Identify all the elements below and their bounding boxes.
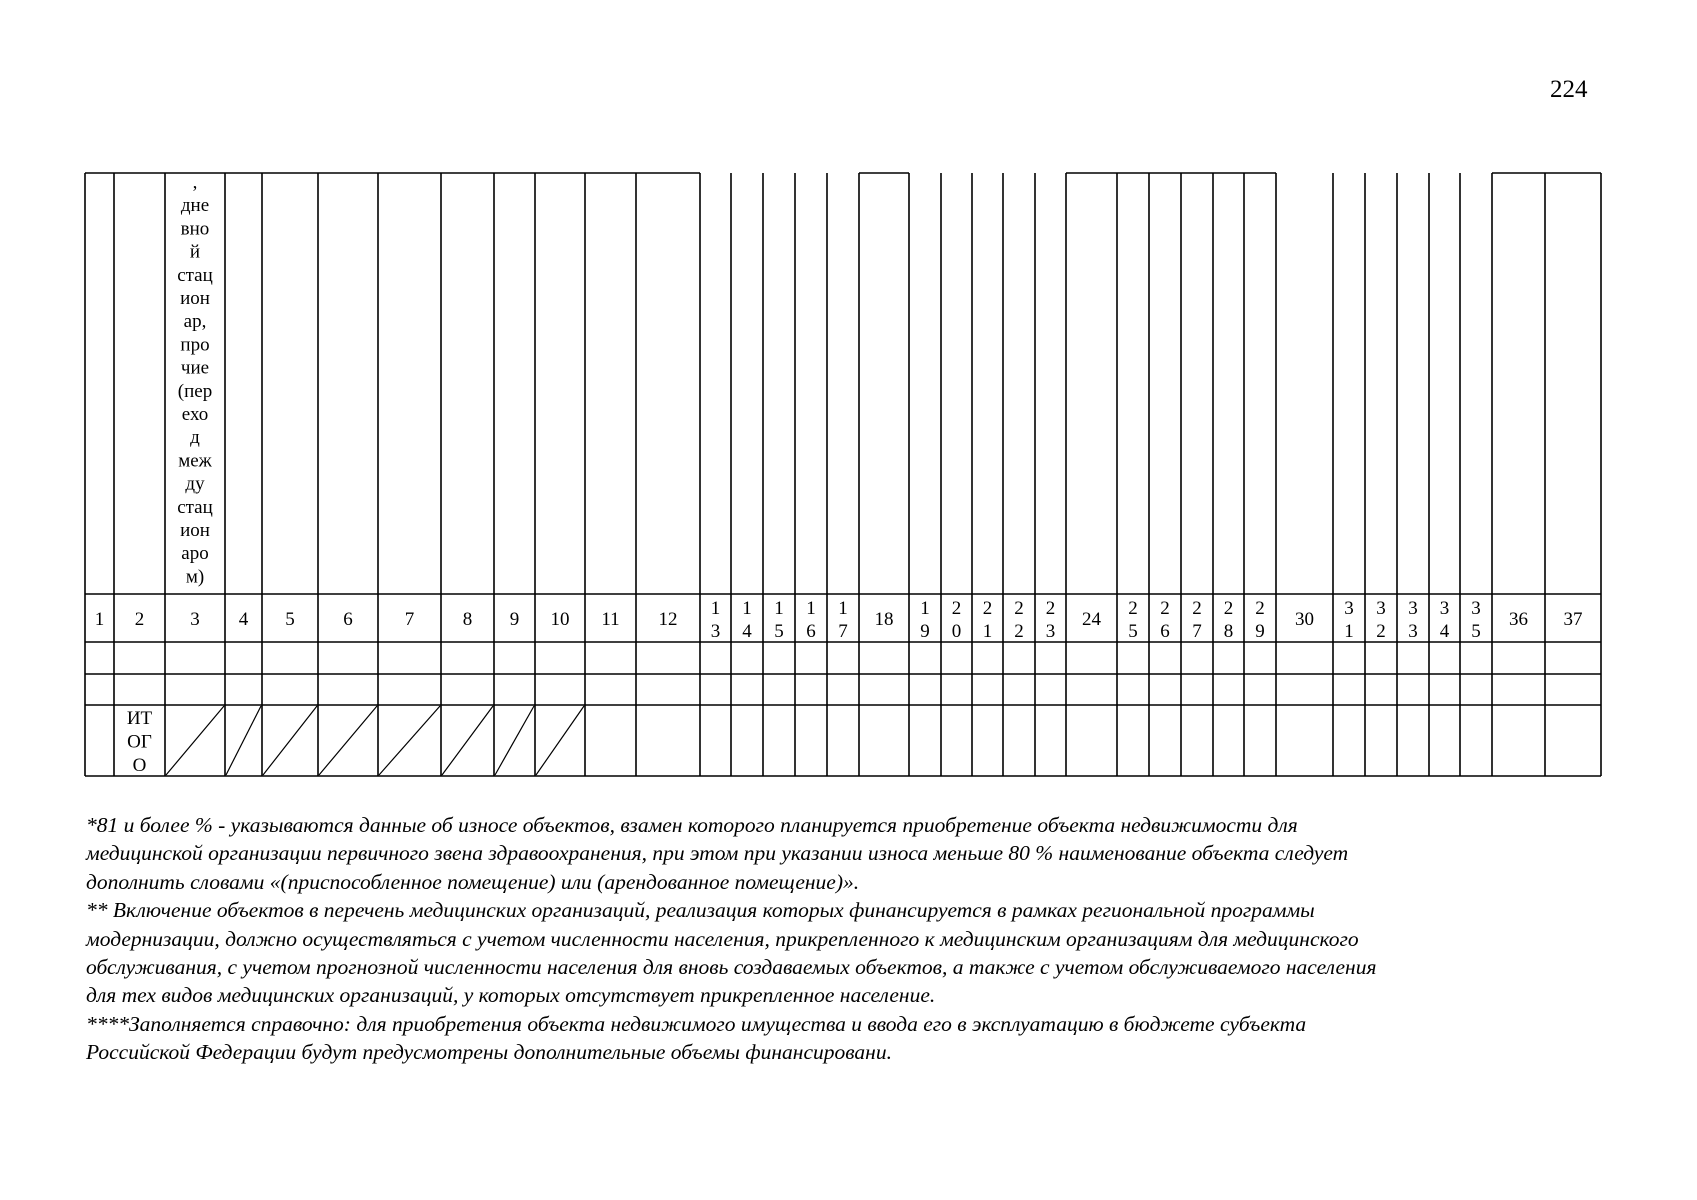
page-number: 224 — [1550, 76, 1588, 103]
column-number-digit: 3 — [1344, 598, 1354, 619]
column-number-digit: 1 — [710, 598, 721, 619]
header-fragment-line: ехо — [181, 404, 209, 425]
total-label-line: О — [132, 755, 147, 776]
header-fragment-line: ион — [180, 520, 210, 541]
column-number-digit: 1 — [838, 598, 848, 619]
column-number-digit: 4 — [1439, 621, 1450, 642]
column-number: 30 — [1295, 609, 1314, 630]
column-number-digit: 2 — [1192, 598, 1202, 619]
header-fragment-line: ду — [185, 473, 205, 495]
header-fragment-line: д — [190, 427, 200, 449]
column-number: 12 — [658, 609, 678, 630]
column-number: 37 — [1563, 609, 1583, 630]
column-number-digit: 1 — [742, 598, 752, 619]
footnote-line: медицинской организации первичного звена здравоохранения, при этом при указании износа меньше 80 % наименование объекта следует — [86, 841, 1349, 866]
column-number-digit: 1 — [920, 598, 930, 619]
column-number-digit: 9 — [920, 621, 930, 642]
column-number-digit: 0 — [951, 621, 962, 642]
column-number-digit: 5 — [774, 621, 784, 642]
column-number-digit: 1 — [1344, 621, 1354, 642]
footnote-line: модернизации, должно осуществляться с учетом численности населения, прикрепленного к медицинским организациям для медицинского — [86, 926, 1359, 951]
column-number: 6 — [343, 609, 353, 630]
column-number: 18 — [874, 609, 894, 630]
header-fragment-line: аро — [181, 543, 209, 565]
column-number-digit: 2 — [1014, 621, 1024, 642]
column-number-digit: 3 — [1471, 598, 1481, 619]
header-fragment-line: стац — [177, 264, 213, 286]
struck-out-cell — [166, 706, 224, 775]
column-number-digit: 2 — [1128, 598, 1138, 619]
column-number: 7 — [404, 609, 415, 630]
column-number-digit: 2 — [982, 598, 993, 619]
column-number-digit: 4 — [742, 621, 752, 642]
column-number-digit: 7 — [1192, 621, 1202, 642]
column-number-digit: 2 — [1014, 598, 1024, 619]
footnote-line: дополнить словами «(приспособленное помещение) или (арендованное помещение)». — [86, 869, 860, 894]
header-fragment-line: , — [192, 172, 198, 193]
column-number-digit: 2 — [951, 598, 962, 619]
header-fragment-line: чие — [180, 357, 210, 379]
column-number-digit: 7 — [838, 621, 848, 642]
column-number: 11 — [601, 609, 620, 630]
struck-out-cell — [379, 706, 440, 775]
column-number-digit: 2 — [1255, 598, 1265, 619]
header-fragment-line: про — [180, 334, 210, 356]
header-fragment-line: ион — [180, 288, 210, 309]
header-fragment-line: й — [189, 241, 201, 263]
column-number-digit: 3 — [1045, 621, 1056, 642]
column-number-digit: 1 — [982, 621, 993, 642]
struck-out-cell — [319, 706, 377, 775]
total-label-line: ОГ — [127, 731, 152, 753]
column-number-digit: 3 — [1376, 598, 1386, 619]
header-fragment-line: стац — [177, 496, 213, 518]
column-number: 3 — [190, 609, 200, 630]
column-number: 36 — [1509, 609, 1528, 630]
column-number-digit: 2 — [1376, 621, 1386, 642]
footnote-line: обслуживания, с учетом прогнозной численности населения для вновь создаваемых объектов, а также с учетом обслуживаемого населения — [86, 955, 1377, 980]
column-number-digit: 3 — [1439, 598, 1450, 619]
struck-out-cell — [495, 706, 534, 775]
column-number: 24 — [1082, 609, 1101, 630]
column-number: 8 — [462, 609, 473, 630]
column-number-digit: 8 — [1223, 621, 1234, 642]
column-number-digit: 2 — [1045, 598, 1056, 619]
column-number-digit: 6 — [1160, 621, 1170, 642]
header-fragment-line: меж — [178, 450, 212, 472]
footnote-line: для тех видов медицинских организаций, у которых отсутствует прикрепленное население. — [86, 983, 936, 1008]
struck-out-cell — [226, 706, 261, 775]
struck-out-cell — [442, 706, 493, 775]
header-fragment-line: (пер — [177, 380, 213, 402]
column-number-digit: 3 — [1408, 598, 1418, 619]
column-number-digit: 6 — [806, 621, 816, 642]
column-number: 9 — [509, 609, 520, 630]
footnote-line: Российской Федерации будут предусмотрены дополнительные объемы финансировани. — [86, 1040, 892, 1065]
column-number-digit: 9 — [1255, 621, 1265, 642]
column-number-digit: 5 — [1471, 621, 1481, 642]
footnote-line: ****Заполняется справочно: для приобретения объекта недвижимого имущества и ввода его в эксплуатацию в бюджете субъекта — [86, 1011, 1307, 1036]
column-number-digit: 1 — [774, 598, 784, 619]
struck-out-cell — [263, 706, 317, 775]
column-number-digit: 3 — [710, 621, 721, 642]
column-number: 2 — [134, 609, 145, 630]
column-number: 4 — [238, 609, 249, 630]
column-number: 10 — [550, 609, 570, 630]
column-number: 1 — [94, 609, 105, 630]
total-label-line: ИТ — [126, 708, 153, 729]
footnote-line: ** Включение объектов в перечень медицинских организаций, реализация которых финансируется в рамках региональной программы — [86, 898, 1315, 923]
struck-out-cell — [536, 706, 584, 775]
header-fragment-line: ар, — [183, 311, 207, 333]
footnote-line: *81 и более % - указываются данные об износе объектов, взамен которого планируется приобретение объекта недвижимости для — [86, 813, 1298, 837]
column-number-digit: 2 — [1160, 598, 1170, 619]
column-number-digit: 1 — [806, 598, 816, 619]
header-fragment-line: вно — [180, 218, 210, 240]
column-number-digit: 2 — [1223, 598, 1234, 619]
column-number-digit: 3 — [1408, 621, 1418, 642]
column-number: 5 — [285, 609, 295, 630]
header-fragment-line: дне — [180, 195, 210, 217]
footnotes — [86, 811, 1606, 1067]
column-number-digit: 5 — [1128, 621, 1138, 642]
header-fragment-line: м) — [185, 566, 205, 588]
